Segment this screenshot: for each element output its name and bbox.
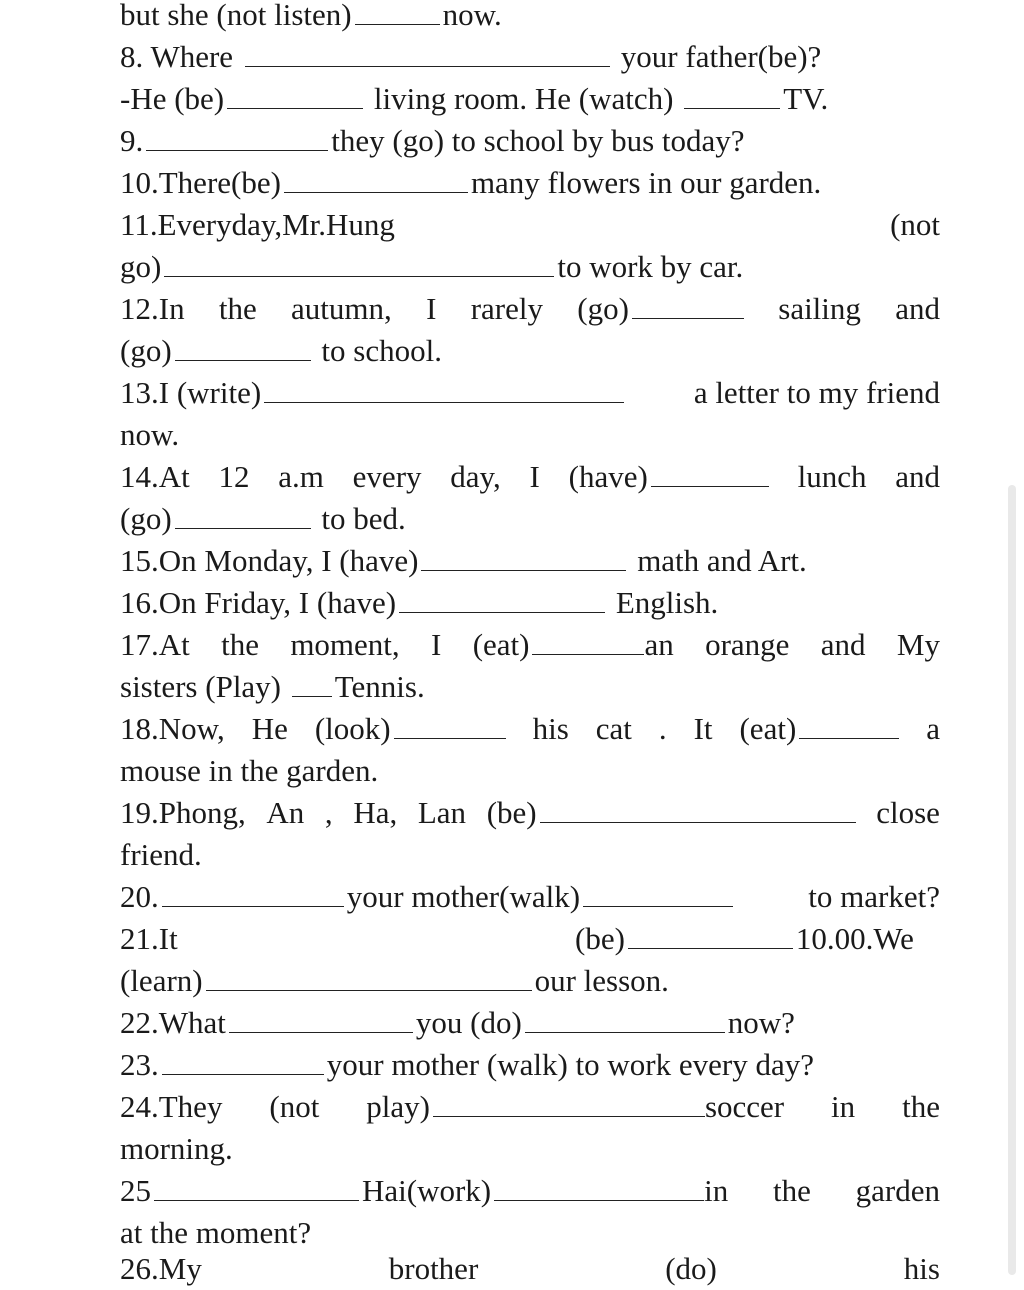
exercise-item-23: 23. your mother (walk) to work every day? xyxy=(120,1044,940,1086)
answer-blank[interactable] xyxy=(421,540,626,571)
answer-blank[interactable] xyxy=(799,708,899,739)
answer-blank[interactable] xyxy=(399,582,605,613)
exercise-item-15: 15.On Monday, I (have) math and Art. xyxy=(120,540,940,582)
answer-blank[interactable] xyxy=(164,246,554,277)
exercise-item-10: 10.There(be) many flowers in our garden. xyxy=(120,162,940,204)
answer-blank[interactable] xyxy=(175,330,311,361)
exercise-line: (learn) our lesson. xyxy=(120,960,940,1002)
answer-blank[interactable] xyxy=(227,78,363,109)
exercise-item-26: 26.My brother (do) his xyxy=(120,1251,940,1286)
answer-blank[interactable] xyxy=(146,120,328,151)
exercise-item-13: 13.I (write) a letter to my friend xyxy=(120,372,940,414)
exercise-item-22: 22.What you (do) now? xyxy=(120,1002,940,1044)
answer-blank[interactable] xyxy=(229,1002,413,1033)
exercise-line: (go) to school. xyxy=(120,330,940,372)
exercise-item-8: 8. Where your father(be)? xyxy=(120,36,940,78)
answer-blank[interactable] xyxy=(355,0,440,25)
exercise-line: friend. xyxy=(120,837,202,872)
exercise-item-18: 18.Now, He (look) his cat . It (eat) a xyxy=(120,708,940,750)
exercise-line: sisters (Play) Tennis. xyxy=(120,666,940,708)
exercise-line: go) to work by car. xyxy=(120,246,940,288)
exercise-line: now. xyxy=(120,417,180,452)
answer-blank[interactable] xyxy=(394,708,506,739)
cut-off-line-container xyxy=(0,1248,1024,1286)
answer-blank[interactable] xyxy=(162,1044,324,1075)
exercise-item-16: 16.On Friday, I (have) English. xyxy=(120,582,940,624)
answer-blank[interactable] xyxy=(162,876,344,907)
exercise-line: but she (not listen) now. xyxy=(120,0,940,36)
exercise-line: -He (be) living room. He (watch) TV. xyxy=(120,78,940,120)
exercise-item-24: 24.They (not play) soccer in the xyxy=(120,1086,940,1128)
exercise-item-11: 11.Everyday,Mr.Hung (not xyxy=(120,207,940,242)
answer-blank[interactable] xyxy=(284,162,468,193)
exercise-item-21: 21.It (be) 10.00.We xyxy=(120,918,940,960)
answer-blank[interactable] xyxy=(632,288,744,319)
answer-blank[interactable] xyxy=(540,792,856,823)
answer-blank[interactable] xyxy=(684,78,780,109)
answer-blank[interactable] xyxy=(433,1086,705,1117)
answer-blank[interactable] xyxy=(628,918,793,949)
answer-blank[interactable] xyxy=(206,960,532,991)
exercise-line: mouse in the garden. xyxy=(120,753,379,788)
exercise-line: (go) to bed. xyxy=(120,498,940,540)
answer-blank[interactable] xyxy=(245,36,610,67)
answer-blank[interactable] xyxy=(264,372,624,403)
scrollbar[interactable] xyxy=(1008,485,1016,1275)
answer-blank[interactable] xyxy=(494,1170,704,1201)
answer-blank[interactable] xyxy=(525,1002,725,1033)
exercise-item-19: 19.Phong, An , Ha, Lan (be) close xyxy=(120,792,940,834)
exercise-line: at the moment? xyxy=(120,1215,312,1250)
exercise-item-9: 9. they (go) to school by bus today? xyxy=(120,120,940,162)
answer-blank[interactable] xyxy=(154,1170,359,1201)
answer-blank[interactable] xyxy=(532,624,644,655)
answer-blank[interactable] xyxy=(583,876,733,907)
exercise-line: morning. xyxy=(120,1131,233,1166)
exercise-item-17: 17.At the moment, I (eat) an orange and My xyxy=(120,624,940,666)
exercise-item-25: 25 Hai(work) in the garden xyxy=(120,1170,940,1212)
answer-blank[interactable] xyxy=(651,456,769,487)
exercise-item-20: 20. your mother(walk) to market? xyxy=(120,876,940,918)
exercise-item-12: 12.In the autumn, I rarely (go) sailing and xyxy=(120,288,940,330)
exercise-item-14: 14.At 12 a.m every day, I (have) lunch and xyxy=(120,456,940,498)
answer-blank[interactable] xyxy=(292,666,332,697)
answer-blank[interactable] xyxy=(175,498,311,529)
